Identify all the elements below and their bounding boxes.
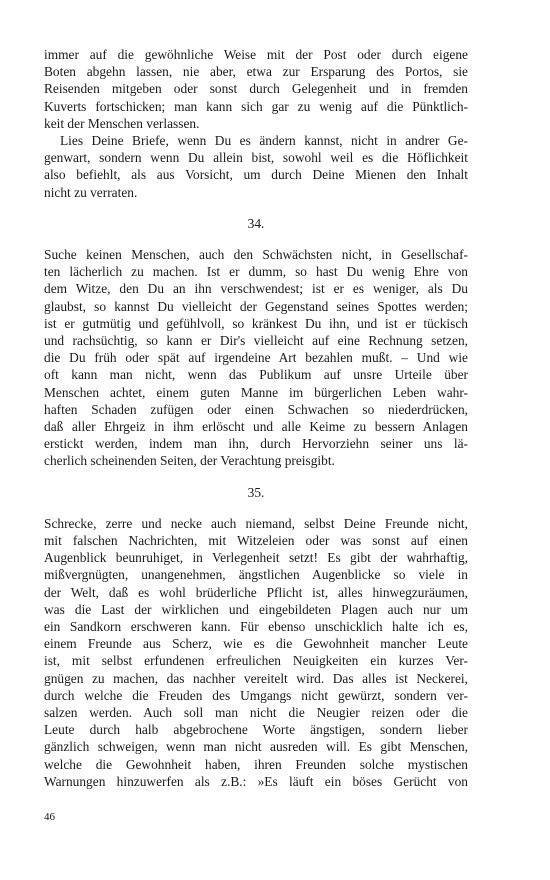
text-line: glaubst, so kannst Du vielleicht der Gegenstand seines Spottes werden; (44, 298, 468, 314)
text-line: keit der Menschen verlassen. (44, 115, 200, 131)
text-line: ein Sandkorn erschweren kann. Für ebenso unschicklich halte ich es, (44, 619, 468, 634)
text-line: die Du früh oder spät auf irgendeine Art bezahlen mußt. – Und wie (44, 350, 468, 366)
text-line: nicht zu verraten. (44, 184, 138, 200)
text-line: immer auf die gewöhnliche Weise mit der Post oder durch eigene (44, 47, 468, 62)
text-line: gänzlich schweigen, wenn man nicht ausreden will. Es gibt Menschen, (44, 739, 468, 755)
text-line: welche die Gewohnheit haben, ihren Freunden solche mystischen (44, 756, 468, 772)
text-line: was die Last der wirklichen und eingebildeten Plagen auch nur um (44, 601, 468, 617)
text-line: Kuverts fortschicken; man kann sich gar zu wenig auf die Pünktlich- (44, 98, 468, 114)
text-line: erstickt werden, indem man ihn, durch Hervorziehn seiner uns lä- (44, 436, 468, 452)
text-line: also befiehlt, als aus Vorsicht, um durch Deine Mienen den Inhalt (44, 167, 468, 183)
text-line: Schrecke, zerre und necke auch niemand, selbst Deine Freunde nicht, (44, 515, 468, 531)
text-line: durch welche die Freuden des Umgangs nicht gewürzt, sondern ver- (44, 687, 468, 703)
text-line: dem Witze, den Du an ihn verschwendest; ist er es weniger, als Du (44, 281, 468, 297)
text-line: der Welt, daß es wohl brüderliche Pflicht ist, alles hinwegzuräumen, (44, 584, 468, 600)
text-line: Lies Deine Briefe, wenn Du es ändern kannst, nicht in andrer Ge- (60, 133, 468, 148)
text-line: ist er gutmütig und gefühlvoll, so kränkest Du ihn, und ist er tückisch (44, 315, 468, 331)
text-line: haften Schaden zufügen oder einen Schwachen so niederdrücken, (44, 401, 468, 417)
text-line: und rachsüchtig, so kann er Dir's vielleicht auf eine Rechnung setzen, (44, 333, 468, 348)
page-number: 46 (44, 811, 55, 823)
text-line: Augenblick beunruhiget, in Verlegenheit setzt! Es gibt der wahrhaftig, (44, 550, 468, 566)
text-line: cherlich scheinenden Seiten, der Verachtung preisgibt. (44, 453, 335, 469)
text-line: genwart, sondern wenn Du allein bist, sowohl weil es die Höflichkeit (44, 150, 468, 166)
text-line: salzen werden. Auch soll man nicht die Neugier reizen oder die (44, 705, 468, 720)
text-line: Warnungen hinzuwerfen als z.B.: »Es läuft ein böses Gerücht von (44, 773, 468, 789)
text-line: mißvergnügten, unangenehmen, ängstlichen Augenblicke so viele in (44, 567, 468, 583)
section-number-34: 34. (247, 215, 265, 231)
text-line: Menschen achtet, einem guten Manne im bürgerlichen Leben wahr- (44, 384, 468, 400)
text-line: Boten abgehn lassen, nie aber, etwa zur Ersparung des Portos, sie (44, 64, 468, 80)
text-line: Leute durch halb abgebrochene Worte ängstigen, sondern lieber (44, 722, 468, 738)
text-line: gnügen zu machen, das nachher vereitelt wird. Das alles ist Neckerei, (44, 670, 468, 686)
text-line: ten lächerlich zu machen. Ist er dumm, so hast Du wenig Ehre von (44, 264, 468, 280)
text-line: ist, mit selbst erfundenen erfreulichen Neuigkeiten ein kurzes Ver- (44, 653, 468, 669)
text-line: Reisenden mitgeben oder sonst durch Gelegenheit und in fremden (44, 81, 468, 97)
text-line: daß aller Ehrgeiz in ihm erlöscht und alle Keime zu bessern Anlagen (44, 419, 468, 434)
section-number-35: 35. (247, 484, 265, 500)
text-line: einem Freunde aus Scherz, wie es die Gewohnheit mancher Leute (44, 636, 468, 652)
text-line: Suche keinen Menschen, auch den Schwächsten nicht, in Gesellschaf- (44, 247, 468, 262)
text-line: oft kann man nicht, wenn das Publikum auf unsre Urteile über (44, 367, 468, 383)
text-line: mit falschen Nachrichten, mit Witzeleien oder was sonst auf einen (44, 533, 468, 548)
